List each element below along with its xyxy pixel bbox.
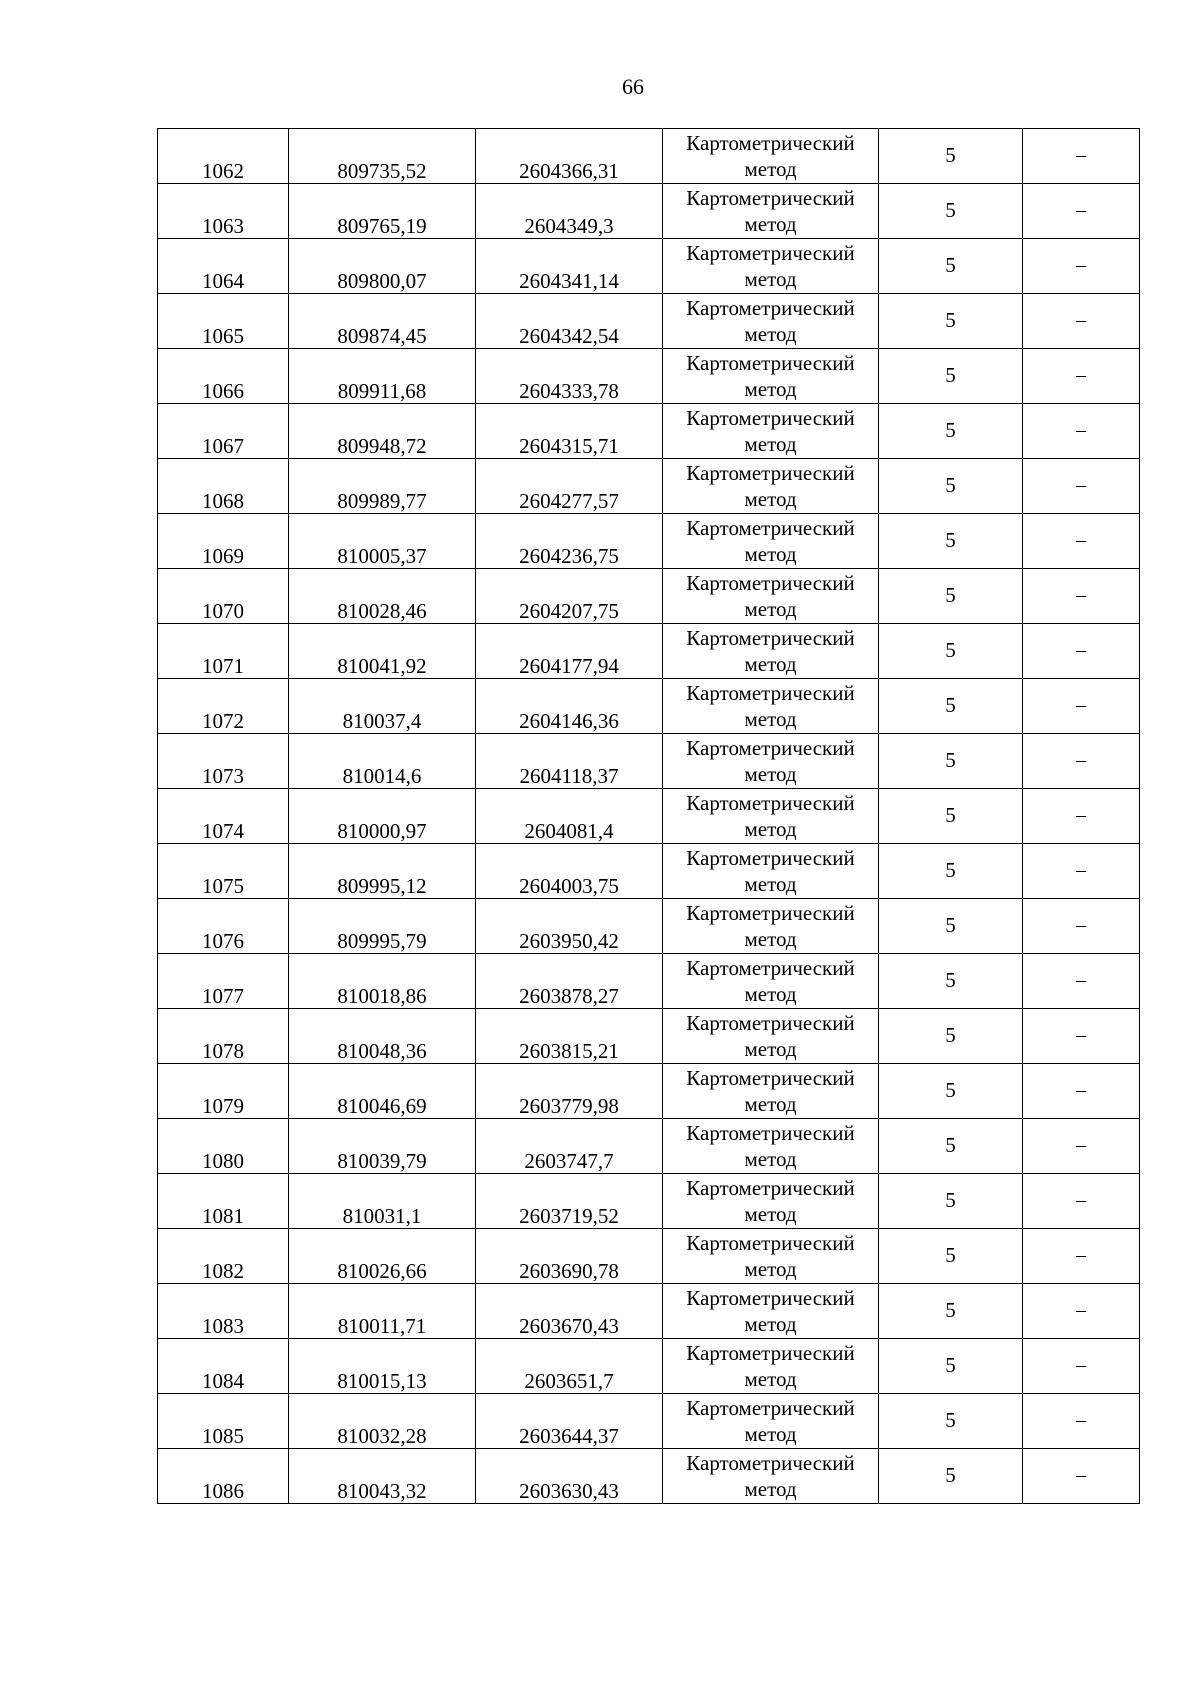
method-line2: метод (744, 1477, 797, 1501)
point-number-cell: 1069 (158, 514, 289, 569)
y-coordinate-cell: 2603747,7 (476, 1119, 663, 1174)
description-cell: – (1023, 294, 1140, 349)
accuracy-cell: 5 (879, 1449, 1023, 1504)
x-coordinate-cell: 810032,28 (289, 1394, 476, 1449)
y-coordinate-cell: 2603630,43 (476, 1449, 663, 1504)
point-number-cell: 1081 (158, 1174, 289, 1229)
point-number-cell: 1064 (158, 239, 289, 294)
method-line1: Картометрический (686, 296, 855, 320)
x-coordinate-cell: 810005,37 (289, 514, 476, 569)
method-line1: Картометрический (686, 351, 855, 375)
method-line1: Картометрический (686, 956, 855, 980)
accuracy-cell: 5 (879, 679, 1023, 734)
accuracy-cell: 5 (879, 349, 1023, 404)
table-row (158, 1394, 1140, 1449)
y-coordinate-cell: 2603815,21 (476, 1009, 663, 1064)
method-cell (663, 1229, 879, 1284)
table-row (158, 1449, 1140, 1504)
y-coordinate-cell: 2603950,42 (476, 899, 663, 954)
point-number-cell: 1066 (158, 349, 289, 404)
method-line2: метод (744, 1147, 797, 1171)
method-cell (663, 294, 879, 349)
method-line1: Картометрический (686, 791, 855, 815)
accuracy-cell: 5 (879, 1174, 1023, 1229)
method-line1: Картометрический (686, 241, 855, 265)
description-cell: – (1023, 1064, 1140, 1119)
accuracy-cell: 5 (879, 954, 1023, 1009)
accuracy-cell: 5 (879, 1284, 1023, 1339)
method-line2: метод (744, 1092, 797, 1116)
point-number-cell: 1067 (158, 404, 289, 459)
point-number-cell: 1071 (158, 624, 289, 679)
point-number-cell: 1079 (158, 1064, 289, 1119)
method-line1: Картометрический (686, 571, 855, 595)
x-coordinate-cell: 810037,4 (289, 679, 476, 734)
point-number-cell: 1084 (158, 1339, 289, 1394)
accuracy-cell: 5 (879, 459, 1023, 514)
y-coordinate-cell: 2604341,14 (476, 239, 663, 294)
description-cell: – (1023, 899, 1140, 954)
method-line1: Картометрический (686, 186, 855, 210)
description-cell: – (1023, 129, 1140, 184)
description-cell: – (1023, 184, 1140, 239)
accuracy-cell: 5 (879, 624, 1023, 679)
method-line1: Картометрический (686, 1121, 855, 1145)
description-cell: – (1023, 954, 1140, 1009)
method-cell (663, 1394, 879, 1449)
method-line1: Картометрический (686, 901, 855, 925)
y-coordinate-cell: 2604315,71 (476, 404, 663, 459)
method-cell (663, 679, 879, 734)
table-row (158, 1339, 1140, 1394)
accuracy-cell: 5 (879, 1119, 1023, 1174)
y-coordinate-cell: 2603690,78 (476, 1229, 663, 1284)
accuracy-cell: 5 (879, 789, 1023, 844)
method-line2: метод (744, 322, 797, 346)
method-line1: Картометрический (686, 131, 855, 155)
method-line1: Картометрический (686, 626, 855, 650)
point-number-cell: 1077 (158, 954, 289, 1009)
y-coordinate-cell: 2604003,75 (476, 844, 663, 899)
y-coordinate-cell: 2603670,43 (476, 1284, 663, 1339)
y-coordinate-cell: 2604342,54 (476, 294, 663, 349)
accuracy-cell: 5 (879, 1394, 1023, 1449)
description-cell: – (1023, 1339, 1140, 1394)
x-coordinate-cell: 809989,77 (289, 459, 476, 514)
y-coordinate-cell: 2603779,98 (476, 1064, 663, 1119)
method-cell (663, 459, 879, 514)
table-row (158, 294, 1140, 349)
table-row (158, 184, 1140, 239)
x-coordinate-cell: 810031,1 (289, 1174, 476, 1229)
accuracy-cell: 5 (879, 1229, 1023, 1284)
accuracy-cell: 5 (879, 734, 1023, 789)
method-cell (663, 129, 879, 184)
description-cell: – (1023, 1449, 1140, 1504)
method-line2: метод (744, 267, 797, 291)
table-row (158, 624, 1140, 679)
accuracy-cell: 5 (879, 844, 1023, 899)
point-number-cell: 1075 (158, 844, 289, 899)
description-cell: – (1023, 1174, 1140, 1229)
method-line1: Картометрический (686, 406, 855, 430)
method-cell (663, 624, 879, 679)
y-coordinate-cell: 2603719,52 (476, 1174, 663, 1229)
point-number-cell: 1073 (158, 734, 289, 789)
y-coordinate-cell: 2604081,4 (476, 789, 663, 844)
description-cell: – (1023, 789, 1140, 844)
method-cell (663, 1119, 879, 1174)
method-cell (663, 514, 879, 569)
description-cell: – (1023, 459, 1140, 514)
description-cell: – (1023, 844, 1140, 899)
method-line2: метод (744, 1422, 797, 1446)
y-coordinate-cell: 2604333,78 (476, 349, 663, 404)
y-coordinate-cell: 2604118,37 (476, 734, 663, 789)
method-line1: Картометрический (686, 1451, 855, 1475)
description-cell: – (1023, 1284, 1140, 1339)
method-line2: метод (744, 432, 797, 456)
table-row (158, 404, 1140, 459)
method-line2: метод (744, 872, 797, 896)
coordinates-table (157, 128, 1140, 1504)
description-cell: – (1023, 734, 1140, 789)
method-cell (663, 1339, 879, 1394)
x-coordinate-cell: 810041,92 (289, 624, 476, 679)
point-number-cell: 1083 (158, 1284, 289, 1339)
table-row (158, 129, 1140, 184)
y-coordinate-cell: 2604277,57 (476, 459, 663, 514)
method-cell (663, 1174, 879, 1229)
method-line2: метод (744, 377, 797, 401)
accuracy-cell: 5 (879, 1064, 1023, 1119)
method-cell (663, 1064, 879, 1119)
method-line1: Картометрический (686, 516, 855, 540)
accuracy-cell: 5 (879, 1339, 1023, 1394)
method-cell (663, 1449, 879, 1504)
x-coordinate-cell: 809874,45 (289, 294, 476, 349)
table-row (158, 1064, 1140, 1119)
table-row (158, 1229, 1140, 1284)
table-row (158, 349, 1140, 404)
description-cell: – (1023, 349, 1140, 404)
method-line1: Картометрический (686, 846, 855, 870)
description-cell: – (1023, 569, 1140, 624)
method-cell (663, 844, 879, 899)
method-line1: Картометрический (686, 1286, 855, 1310)
point-number-cell: 1068 (158, 459, 289, 514)
method-line2: метод (744, 157, 797, 181)
x-coordinate-cell: 809735,52 (289, 129, 476, 184)
method-cell (663, 349, 879, 404)
x-coordinate-cell: 810043,32 (289, 1449, 476, 1504)
x-coordinate-cell: 810048,36 (289, 1009, 476, 1064)
x-coordinate-cell: 810018,86 (289, 954, 476, 1009)
point-number-cell: 1062 (158, 129, 289, 184)
x-coordinate-cell: 810015,13 (289, 1339, 476, 1394)
method-line1: Картометрический (686, 736, 855, 760)
accuracy-cell: 5 (879, 899, 1023, 954)
y-coordinate-cell: 2603878,27 (476, 954, 663, 1009)
page-number: 66 (622, 74, 644, 99)
y-coordinate-cell: 2603651,7 (476, 1339, 663, 1394)
method-line2: метод (744, 927, 797, 951)
method-line1: Картометрический (686, 681, 855, 705)
accuracy-cell: 5 (879, 184, 1023, 239)
method-line2: метод (744, 597, 797, 621)
point-number-cell: 1074 (158, 789, 289, 844)
point-number-cell: 1072 (158, 679, 289, 734)
point-number-cell: 1082 (158, 1229, 289, 1284)
method-cell (663, 404, 879, 459)
x-coordinate-cell: 809948,72 (289, 404, 476, 459)
accuracy-cell: 5 (879, 1009, 1023, 1064)
x-coordinate-cell: 810011,71 (289, 1284, 476, 1339)
table-row (158, 734, 1140, 789)
table-row (158, 514, 1140, 569)
method-line2: метод (744, 542, 797, 566)
method-line1: Картометрический (686, 1396, 855, 1420)
description-cell: – (1023, 1229, 1140, 1284)
y-coordinate-cell: 2604146,36 (476, 679, 663, 734)
method-line1: Картометрический (686, 1176, 855, 1200)
method-line2: метод (744, 1037, 797, 1061)
y-coordinate-cell: 2604236,75 (476, 514, 663, 569)
method-cell (663, 184, 879, 239)
method-line2: метод (744, 817, 797, 841)
accuracy-cell: 5 (879, 514, 1023, 569)
accuracy-cell: 5 (879, 294, 1023, 349)
x-coordinate-cell: 809911,68 (289, 349, 476, 404)
method-cell (663, 239, 879, 294)
accuracy-cell: 5 (879, 239, 1023, 294)
method-line2: метод (744, 487, 797, 511)
x-coordinate-cell: 809800,07 (289, 239, 476, 294)
table-row (158, 954, 1140, 1009)
x-coordinate-cell: 810014,6 (289, 734, 476, 789)
table-row (158, 1119, 1140, 1174)
table-row (158, 569, 1140, 624)
point-number-cell: 1065 (158, 294, 289, 349)
x-coordinate-cell: 809995,12 (289, 844, 476, 899)
x-coordinate-cell: 810026,66 (289, 1229, 476, 1284)
method-cell (663, 899, 879, 954)
method-line2: метод (744, 652, 797, 676)
point-number-cell: 1063 (158, 184, 289, 239)
y-coordinate-cell: 2604366,31 (476, 129, 663, 184)
x-coordinate-cell: 809995,79 (289, 899, 476, 954)
table-row (158, 899, 1140, 954)
method-line2: метод (744, 707, 797, 731)
table-body (158, 129, 1140, 1504)
point-number-cell: 1080 (158, 1119, 289, 1174)
method-line2: метод (744, 1202, 797, 1226)
table-row (158, 789, 1140, 844)
x-coordinate-cell: 810028,46 (289, 569, 476, 624)
method-cell (663, 789, 879, 844)
description-cell: – (1023, 1394, 1140, 1449)
method-line1: Картометрический (686, 1231, 855, 1255)
description-cell: – (1023, 1119, 1140, 1174)
description-cell: – (1023, 624, 1140, 679)
y-coordinate-cell: 2604349,3 (476, 184, 663, 239)
method-line1: Картометрический (686, 461, 855, 485)
method-cell (663, 954, 879, 1009)
table-row (158, 1174, 1140, 1229)
table-row (158, 239, 1140, 294)
x-coordinate-cell: 809765,19 (289, 184, 476, 239)
method-cell (663, 734, 879, 789)
description-cell: – (1023, 239, 1140, 294)
table-row (158, 679, 1140, 734)
accuracy-cell: 5 (879, 569, 1023, 624)
x-coordinate-cell: 810000,97 (289, 789, 476, 844)
accuracy-cell: 5 (879, 404, 1023, 459)
accuracy-cell: 5 (879, 129, 1023, 184)
point-number-cell: 1086 (158, 1449, 289, 1504)
table-row (158, 844, 1140, 899)
method-cell (663, 1009, 879, 1064)
method-line2: метод (744, 212, 797, 236)
y-coordinate-cell: 2604207,75 (476, 569, 663, 624)
table-row (158, 1009, 1140, 1064)
method-cell (663, 569, 879, 624)
method-line2: метод (744, 982, 797, 1006)
description-cell: – (1023, 679, 1140, 734)
description-cell: – (1023, 1009, 1140, 1064)
y-coordinate-cell: 2604177,94 (476, 624, 663, 679)
table-row (158, 1284, 1140, 1339)
point-number-cell: 1078 (158, 1009, 289, 1064)
method-cell (663, 1284, 879, 1339)
method-line1: Картометрический (686, 1341, 855, 1365)
method-line2: метод (744, 1367, 797, 1391)
description-cell: – (1023, 404, 1140, 459)
x-coordinate-cell: 810046,69 (289, 1064, 476, 1119)
method-line1: Картометрический (686, 1011, 855, 1035)
point-number-cell: 1076 (158, 899, 289, 954)
y-coordinate-cell: 2603644,37 (476, 1394, 663, 1449)
point-number-cell: 1070 (158, 569, 289, 624)
description-cell: – (1023, 514, 1140, 569)
method-line2: метод (744, 1257, 797, 1281)
table-row (158, 459, 1140, 514)
point-number-cell: 1085 (158, 1394, 289, 1449)
method-line1: Картометрический (686, 1066, 855, 1090)
method-line2: метод (744, 1312, 797, 1336)
x-coordinate-cell: 810039,79 (289, 1119, 476, 1174)
method-line2: метод (744, 762, 797, 786)
